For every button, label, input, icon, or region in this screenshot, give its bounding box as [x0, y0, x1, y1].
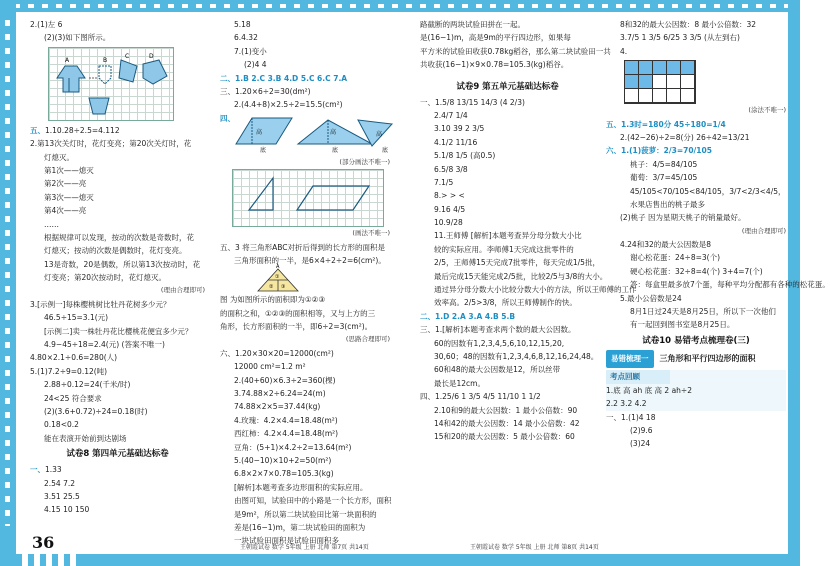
- answer-line: 4.80×2.1÷0.6=280(人): [30, 353, 118, 363]
- answer-line: 二、1.B 2.C 3.B 4.D 5.C 6.C 7.A: [220, 73, 348, 83]
- fig-label: B: [103, 56, 108, 64]
- shaded-grid: [624, 60, 696, 104]
- shape-a: [57, 66, 85, 92]
- answer-line: 谢心松花蛋：24÷8=3(个): [630, 253, 721, 263]
- answer-note: (部分画法不唯一): [339, 157, 390, 166]
- answer-line: 图 为如图所示的面积即为①②③: [220, 295, 326, 305]
- answer-line: 三角形面积的一半，是6×4÷2÷2=6(cm²)。: [234, 255, 386, 265]
- answer-line: 3.7/5 1 3/5 6/25 3 3/5 (从左到右): [620, 33, 740, 43]
- answer-line: 60和48的最大公因数是12，所以丝带: [434, 365, 561, 375]
- answer-line: 是(16−1)m，高是9m的平行四边形，如果每: [420, 33, 571, 43]
- answer-line: 一、1.(1)4 18: [606, 412, 656, 422]
- topic-band: [606, 350, 786, 368]
- shape-d: [143, 60, 167, 84]
- fig-label: ①: [275, 274, 280, 281]
- triangle-figure: [220, 264, 390, 293]
- section-label: 四、: [220, 113, 235, 123]
- answer-line: 一、1.33: [30, 465, 62, 475]
- fig-label: C: [125, 52, 130, 60]
- answer-line: 4.24和32的最大公因数是8: [620, 240, 712, 250]
- fig-label: ③: [281, 284, 286, 291]
- answer-line: 60的因数有1,2,3,4,5,6,10,12,15,20,: [434, 338, 565, 348]
- answer-line: 葡萄：3/7=45/105: [630, 173, 698, 183]
- answer-line: 11.王师傅 [解析]本题考查异分母分数大小比: [434, 231, 582, 241]
- answer-line: 5.最小公倍数是24: [620, 293, 682, 303]
- answer-line: (2)(3)如下图所示。: [44, 33, 111, 43]
- answer-line: 六、1.20×30×20=12000(cm²): [220, 348, 334, 358]
- bottom-border: [0, 554, 800, 566]
- answer-line: 0.18<0.2: [44, 420, 79, 430]
- answer-line: 24<25 符合要求: [44, 393, 102, 403]
- answer-line: 5.(1)7.2÷9=0.12(吨): [30, 366, 108, 376]
- answer-note: (思路合理即可): [345, 335, 390, 344]
- answer-line: 一块试验田面积是试验田面积多: [234, 536, 339, 546]
- column-4: [606, 18, 830, 451]
- shape-b: [99, 66, 111, 84]
- answer-line: 最后完成15天能完成2/5批，比较2/5与3/8的大小。: [434, 271, 608, 281]
- answer-note: (理由合理即可): [741, 226, 786, 235]
- review-label: 考点回顾: [606, 370, 670, 384]
- left-border: [0, 0, 16, 566]
- answer-line: 6.4.32: [234, 33, 258, 43]
- answer-line: 角形，长方形面积的一半，即6÷2=3(cm²)。: [220, 322, 373, 332]
- answer-line: 灯熄灭；按动的次数是偶数时，花灯变亮。: [44, 246, 187, 256]
- answer-line: 平方米的试验田收获0.78kg稻谷，那么第二块试验田一共: [420, 46, 611, 56]
- answer-line: 桃子：4/5=84/105: [630, 159, 698, 169]
- answer-line: 46.5÷15=3.1(元): [44, 313, 109, 323]
- answer-line: 根据规律可以发现，按动的次数是奇数时，花: [44, 232, 194, 242]
- answer-line: 答：每盒里最多放7个蛋，每种平均分配都有各种的松花蛋。: [630, 280, 830, 290]
- answer-line: 2.(4.4+8)×2.5÷2=15.5(cm²): [234, 100, 343, 110]
- fig-label: A: [276, 264, 280, 271]
- answer-line: 30,60；48的因数有1,2,3,4,6,8,12,16,24,48。: [434, 351, 599, 361]
- answer-line: 路截断的两块试验田拼在一起。: [420, 20, 525, 29]
- shape-c: [119, 60, 137, 82]
- column-1: [30, 18, 205, 517]
- answer-line: 灯变亮；第20次按动时，花灯熄灭。: [44, 273, 167, 283]
- section-label: 五、: [30, 125, 45, 135]
- answer-line: 4.15 10 150: [44, 505, 90, 515]
- answer-line: 三、1.[解析]本题考查求两个数的最大公因数。: [420, 325, 576, 335]
- answer-line: 12000 cm²=1.2 m²: [234, 362, 306, 372]
- answer-line: 第1次——熄灭: [44, 165, 94, 175]
- answer-line: ……: [44, 219, 59, 229]
- answer-note: (画法不唯一): [352, 229, 390, 238]
- answer-line: 第2次——亮: [44, 179, 87, 189]
- parallelogram: [236, 118, 292, 144]
- answer-line: 2.(1)左 6: [30, 20, 63, 29]
- column-2: [220, 18, 390, 548]
- answer-line: 6.8×2×7×0.78=105.3(kg): [234, 469, 334, 479]
- answer-line: 4.1/2 11/16: [434, 137, 478, 147]
- answer-line: 74.88×2×5=37.44(kg): [234, 402, 321, 412]
- topic-title: 三角形和平行四边形的面积: [659, 354, 756, 364]
- transform-diagram: [49, 48, 173, 120]
- answer-line: 差是(16−1)m，第二块试验田的面积为: [234, 522, 366, 532]
- fig-label: ②: [269, 284, 274, 291]
- fig-label: 底: [332, 146, 339, 154]
- answer-note: (涂法不唯一): [748, 106, 786, 115]
- answer-line: 五、3 将三角形ABC对折后得到的长方形的面积是: [220, 242, 386, 252]
- fig-label: 高: [330, 128, 337, 136]
- answer-line: 3.74.88×2÷6.24=24(m): [234, 389, 326, 399]
- answer-line: 45/105<70/105<84/105，3/7<2/3<4/5，: [630, 186, 786, 196]
- fig-label: 高: [256, 128, 263, 136]
- answer-line: 四、1.25/6 1 3/5 4/5 11/10 1 1/2: [420, 392, 541, 402]
- answer-line: 5.1/8 1/5 (高0.5): [434, 151, 496, 161]
- answer-line: (2)(3.6+0.72)÷24=0.18(时): [44, 406, 148, 416]
- test-title: 试卷9 第五单元基础达标卷: [456, 81, 559, 92]
- fig-label: 高: [376, 130, 383, 138]
- answer-line: 2.2 3.2 4.2: [606, 399, 647, 409]
- answer-line: (3)24: [630, 439, 651, 449]
- answer-line: 效率高。2/5>3/8，所以王师傅制作的快。: [434, 298, 577, 308]
- answer-line: 2.88÷0.12=24(千米/时): [44, 380, 131, 390]
- answer-line: 有一起回到图书室是8月25日。: [630, 320, 735, 330]
- answer-line: 14和42的最大公因数：14 最小公倍数：42: [434, 418, 580, 428]
- top-border: [0, 0, 800, 12]
- answer-line: (2)4 4: [244, 60, 267, 70]
- answer-line: 8月1日过24天是8月25日，所以下一次他们: [630, 307, 776, 317]
- answer-line: 6.5/8 3/8: [434, 164, 468, 174]
- answer-line: 三、1.20×6÷2=30(dm²): [220, 86, 311, 96]
- answer-line: 二、1.D 2.A 3.A 4.B 5.B: [420, 311, 516, 321]
- answer-line: 13是奇数，20是偶数，所以第13次按动时，花: [44, 259, 201, 269]
- answer-line: 2.10和9的最大公因数：1 最小公倍数：90: [434, 405, 578, 415]
- section-label: 一、: [30, 465, 45, 475]
- answer-line: 硬心松花蛋：32÷8=4(个) 3+4=7(个): [630, 266, 763, 276]
- answer-line: 15和20的最大公因数：5 最小公倍数：60: [434, 432, 575, 442]
- answer-line: 2.(42−26)÷2=8(分) 26÷42=13/21: [620, 132, 750, 142]
- answer-line: 第4次——亮: [44, 206, 87, 216]
- answer-line: 第3次——熄灭: [44, 192, 94, 202]
- answer-line: 西红柿：4.2×4.4=18.48(m²): [234, 429, 339, 439]
- area-figures: [220, 112, 390, 156]
- footer-left: 王朝霞试卷 数学 5年级 上册 北师 第7页 共14页: [240, 544, 369, 551]
- footer-right: 王朝霞试卷 数学 5年级 上册 北师 第8页 共14页: [470, 544, 599, 551]
- answer-line: 4.9−45÷18=2.4(元) (答案不唯一): [44, 340, 165, 350]
- answer-line: 2.第13次关灯时，花灯变亮；第20次关灯时，花: [30, 139, 192, 149]
- test-title: 试卷10 易错考点梳理卷(三): [642, 335, 750, 346]
- answer-line: 5.18: [234, 20, 251, 29]
- answer-line: 六、1.(1)菠萝：2/3=70/105: [606, 146, 712, 156]
- answer-line: 2/5，王师傅15天完成7批零件，每天完成1/5批，: [434, 258, 600, 268]
- drawing-grid: [232, 169, 384, 227]
- answer-line: [解析]本题考查多边形面积的实际应用。: [234, 482, 368, 492]
- answer-line: 2.4/7 1/4: [434, 110, 468, 120]
- fig-label: 底: [260, 146, 267, 154]
- answer-line: 2.(40+60)×6.3÷2=360(棵): [234, 375, 336, 385]
- answer-line: 能在表演开始前到达剧场: [44, 433, 127, 443]
- test-title: 试卷8 第四单元基础达标卷: [66, 449, 169, 460]
- answer-line: 2.54 7.2: [44, 478, 76, 488]
- answer-line: 五、1.10.28÷2.5=4.112: [30, 125, 120, 135]
- answer-line: 是9m²，所以第二块试验田比第一块面积的: [234, 509, 377, 519]
- answer-line: 8和32的最大公因数：8 最小公倍数：32: [620, 20, 757, 29]
- answer-line: 的面积之和，①②③的面积相等，又与上方的三: [220, 308, 376, 318]
- answer-line: 7.(1)变小: [234, 46, 267, 56]
- answer-line: (2)桃子 因为星期天桃子的销量最好。: [620, 213, 746, 223]
- answer-line: 灯熄灭。: [44, 152, 74, 162]
- answer-note: (理由合理即可): [160, 286, 205, 295]
- answer-line: 4.玫瑰：4.2×4.4=18.48(m²): [234, 415, 338, 425]
- answer-line: 一、1.5/8 13/15 14/3 (4 2/3): [420, 97, 525, 107]
- page-number: 36: [32, 533, 55, 552]
- answer-line: 8.> > <: [434, 191, 465, 201]
- grid-figure: [48, 47, 174, 121]
- answer-line: 3.51 25.5: [44, 491, 80, 501]
- fig-label: A: [65, 56, 70, 64]
- answer-line: 7.1/5: [434, 177, 454, 187]
- answer-line: (2)9.6: [630, 425, 653, 435]
- fig-label: D: [149, 52, 154, 60]
- answer-line: 9.16 4/5: [434, 204, 466, 214]
- answer-line: 通过异分母分数大小比较分数大小的方法，所以王师傅的工作: [434, 285, 637, 295]
- topic-tag: 易错梳理一: [606, 350, 654, 367]
- answer-line: 共收获(16−1)×9×0.78=105.3(kg)稻谷。: [420, 60, 569, 70]
- answer-line: 由图可知，试验田中的小路是一个长方形，面积: [234, 496, 392, 506]
- drawn-parallelogram: [297, 186, 369, 210]
- answer-line: 五、1.3时=180分 45÷180=1/4: [606, 119, 726, 129]
- drawn-triangle: [249, 178, 273, 210]
- shape-e: [89, 98, 109, 114]
- answer-line: 较的实际应用。李师傅1天完成这批零件的: [434, 244, 574, 254]
- answer-line: 3.10 39 2 3/5: [434, 124, 485, 134]
- answer-line: 水果店售出的桃子最多: [630, 199, 705, 209]
- height-diagram: [232, 112, 397, 156]
- answer-line: 1.底 高 ah 底 高 2 ah÷2: [606, 385, 692, 395]
- answer-line: 10.9/28: [434, 218, 463, 228]
- review-box: [606, 370, 786, 411]
- answer-line: 豆角：(5+1)×4.2÷2=13.64(m²): [234, 442, 352, 452]
- answer-line: [示例二]卖一株牡丹花比樱桃花便宜多少元？: [44, 326, 193, 336]
- answer-line: 4.: [620, 46, 628, 56]
- answer-line: 最长是12cm。: [434, 378, 485, 388]
- answer-line: 5.(40−10)×10+2=50(m²): [234, 455, 332, 465]
- answer-line: 3.[示例一]每株樱桃树比牡丹花树多少元？: [30, 299, 171, 309]
- fig-label: 底: [382, 146, 389, 154]
